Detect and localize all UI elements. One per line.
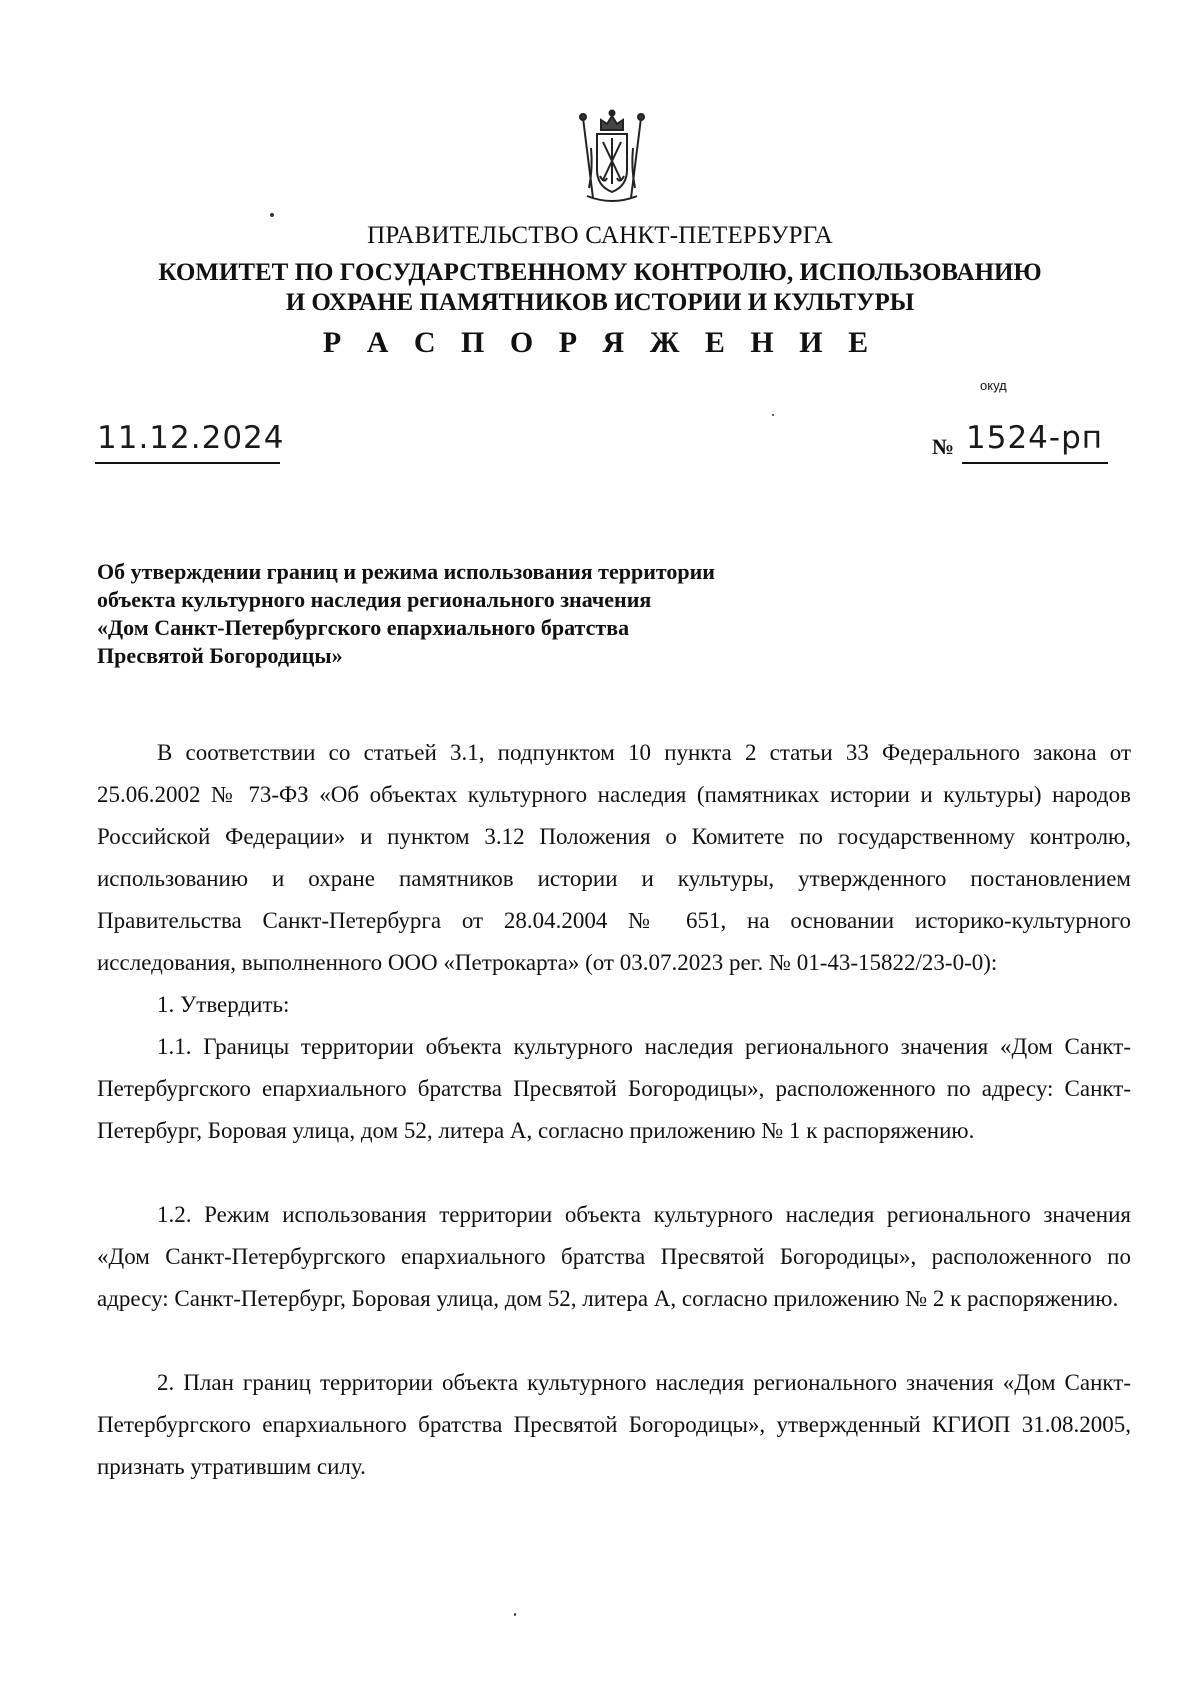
committee-name-line-1: КОМИТЕТ ПО ГОСУДАРСТВЕННОМУ КОНТРОЛЮ, ИСПОЛЬЗОВАНИЮ <box>158 259 1042 286</box>
saint-petersburg-coat-of-arms-icon <box>571 108 653 208</box>
date-field <box>95 414 285 464</box>
subject-line: «Дом Санкт-Петербургского епархиального братства <box>97 615 630 640</box>
handwritten-number: 1524-рп <box>966 420 1104 456</box>
clause-1-2-text: 1.2. Режим использования территории объекта культурного наследия регионального значения «Дом Санкт-Петербургского епархиального братства Пресвятой Богородицы», расположенного по адресу: Санкт-Петербург, Боровая улица, дом 52, литера А, согласно приложению № 2 к распоряжению. <box>97 1202 1131 1311</box>
clause-2-text: 2. План границ территории объекта культурного наследия регионального значения «Дом Санкт-Петербургского епархиального братства Пресвятой Богородицы», утвержденный КГИОП 31.08.2005, признать утратившим силу. <box>97 1370 1131 1479</box>
clause-1-text: 1. Утвердить: <box>157 992 290 1017</box>
clause-2 <box>97 1362 1131 1488</box>
committee-name-line-2: И ОХРАНЕ ПАМЯТНИКОВ ИСТОРИИ И КУЛЬТУРЫ <box>285 289 915 316</box>
clause-1-1 <box>97 1026 1131 1152</box>
okud-label: окуд <box>980 378 1007 393</box>
clause-1-1-text: 1.1. Границы территории объекта культурного наследия регионального значения «Дом Санкт-Петербургского епархиального братства Пресвятой Богородицы», расположенного по адресу: Санкт-Петербург, Боровая улица, дом 52, литера А, согласно приложению № 1 к распоряжению. <box>97 1034 1131 1143</box>
handwritten-date: 11.12.2024 <box>97 420 285 456</box>
subject-line: объекта культурного наследия регионального значения <box>97 587 652 612</box>
clause-1 <box>97 984 1131 1026</box>
document-subject <box>97 558 857 670</box>
preamble-text: В соответствии со статьей 3.1, подпунктом 10 пункта 2 статьи 33 Федерального закона от 25.06.2002 № 73-ФЗ «Об объектах культурного наследия (памятниках истории и культуры) народов Российской Федерации» и пунктом 3.12 Положения о Комитете по государственному контролю, использованию и охране памятников истории и культуры, утвержденного постановлением Правительства Санкт-Петербурга от 28.04.2004 № 651, на основании историко-культурного исследования, выполненного ООО «Петрокарта» (от 03.07.2023 рег. № 01-43-15822/23-0-0): <box>97 740 1131 975</box>
scan-speck <box>514 1613 516 1616</box>
subject-line: Об утверждении границ и режима использования территории <box>97 559 715 584</box>
scan-speck <box>772 414 774 416</box>
government-name: ПРАВИТЕЛЬСТВО САНКТ-ПЕТЕРБУРГА <box>367 222 833 249</box>
scan-speck <box>270 213 274 217</box>
number-sign: № <box>932 434 955 459</box>
preamble-paragraph <box>97 732 1131 984</box>
document-type-title: Р А С П О Р Я Ж Е Н И Е <box>322 326 878 359</box>
number-field <box>962 414 1108 464</box>
clause-1-2 <box>97 1194 1131 1320</box>
subject-line: Пресвятой Богородицы» <box>97 643 343 668</box>
